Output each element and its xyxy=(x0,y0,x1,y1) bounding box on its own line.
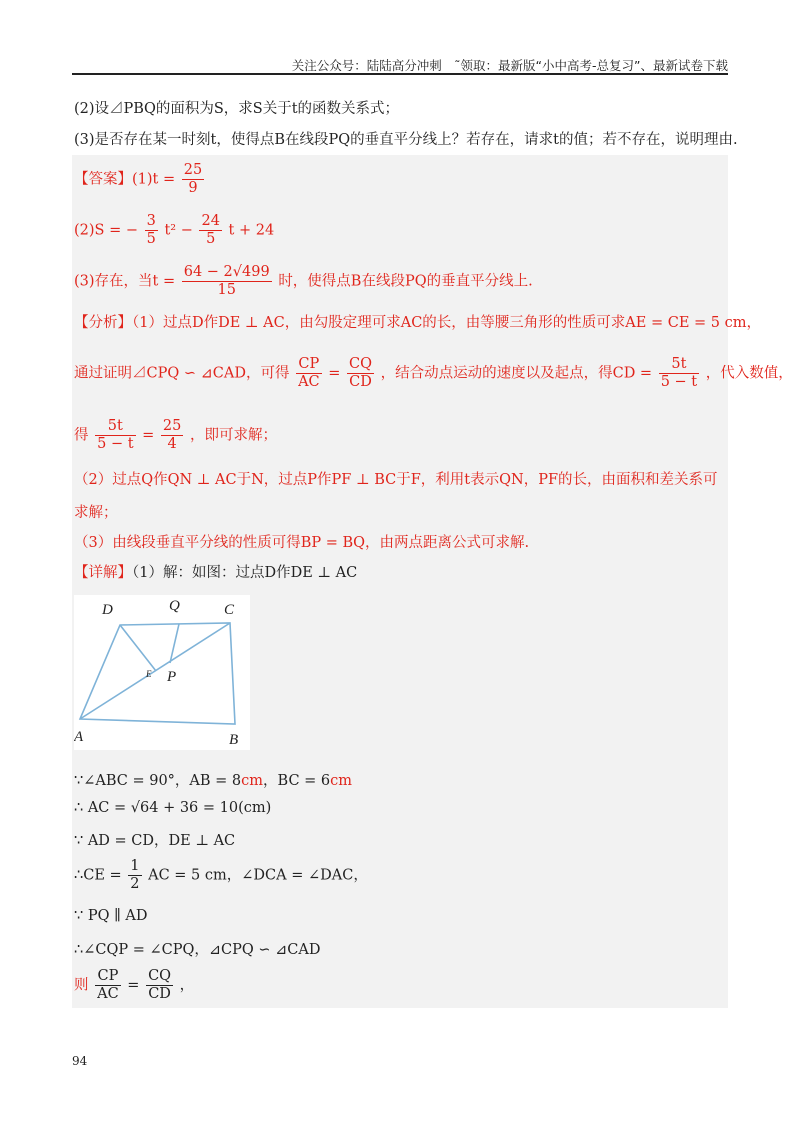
label-p: P xyxy=(167,669,177,685)
label-e: E xyxy=(146,669,152,679)
analysis-line-6: （3）由线段垂直平分线的性质可得BP = BQ，由两点距离公式可求解. xyxy=(74,535,530,551)
question-2: (2)设⊿PBQ的面积为S，求S关于t的函数关系式； xyxy=(74,101,400,117)
answer-1-fraction: $\frac{25}{9}$ xyxy=(183,162,203,196)
analysis-line-2: 通过证明⊿CPQ ∽ ⊿CAD，可得 $\frac{CP}{AC}$ = $\frac{CQ}{CD}$ ，结合动点运动的速度以及起点，得CD = $\frac{5t}{5 - t}$ ，代入数值， xyxy=(74,356,793,390)
detail-step-6: ∴∠CQP = ∠CPQ，⊿CPQ ∽ ⊿CAD xyxy=(74,942,321,958)
geometry-figure xyxy=(74,595,250,750)
header-rule xyxy=(72,73,728,75)
analysis-line-3: 得 $\frac{5t}{5 - t}$ = $\frac{25}{4}$ ，即可求解； xyxy=(74,418,277,452)
analysis-line-4: （2）过点Q作QN ⊥ AC于N，过点P作PF ⊥ BC于F，利用t表示QN，PF的长，由面积和差关系可 xyxy=(74,472,718,488)
label-a: A xyxy=(74,729,84,745)
detail-step-7: 则 $\frac{CP}{AC}$ = $\frac{CQ}{CD}$ ， xyxy=(74,968,195,1002)
label-q: Q xyxy=(169,598,180,614)
detail-step-3: ∵ AD = CD，DE ⊥ AC xyxy=(74,833,236,849)
page-number: 94 xyxy=(72,1054,88,1068)
detail-step-4: ∴CE = $\frac{1}{2}$ AC = 5 cm，∠DCA = ∠DAC， xyxy=(74,858,368,892)
answer-line-3: (3)存在，当t = $\frac{64 - 2√499}{15}$ 时，使得点B在线段PQ的垂直平分线上. xyxy=(74,264,533,298)
segment-de xyxy=(120,625,156,671)
answer-line-2: (2)S = − $\frac{3}{5}$ t² − $\frac{24}{5}$ t + 24 xyxy=(74,213,275,247)
label-d: D xyxy=(102,602,113,618)
geometry-diagram xyxy=(74,595,250,750)
answer-line-1 xyxy=(74,162,206,197)
analysis-line-5: 求解； xyxy=(74,505,118,521)
answer-2-fraction-1: $\frac{3}{5}$ xyxy=(146,213,156,247)
detail-step-2: ∴ AC = √64 + 36 = 10(cm) xyxy=(74,800,272,816)
answer-3-fraction: $\frac{64 - 2√499}{15}$ xyxy=(183,264,270,298)
answer-tag: 【答案】 xyxy=(74,171,132,188)
question-3: (3)是否存在某一时刻t，使得点B在线段PQ的垂直平分线上？若存在，请求t的值；若不存在，说明理由. xyxy=(74,132,738,148)
quadrilateral-abcd xyxy=(80,623,235,724)
detail-intro: 【详解】（1）解：如图：过点D作DE ⊥ AC xyxy=(74,565,358,581)
label-c: C xyxy=(224,602,235,618)
page-header: 关注公众号：陆陆高分冲刺 ˜领取：最新版“小中高考-总复习”、最新试卷下载 xyxy=(291,58,728,73)
detail-step-5: ∵ PQ ∥ AD xyxy=(74,908,148,924)
detail-step-1: ∵∠ABC = 90°，AB = 8cm，BC = 6cm xyxy=(74,773,353,789)
label-b: B xyxy=(229,732,239,748)
answer-1-prefix: (1)t = xyxy=(132,171,176,188)
answer-2-fraction-2: $\frac{24}{5}$ xyxy=(201,213,220,247)
analysis-line-1: 【分析】（1）过点D作DE ⊥ AC，由勾股定理可求AC的长，由等腰三角形的性质可求AE = CE = 5 cm， xyxy=(74,315,761,331)
